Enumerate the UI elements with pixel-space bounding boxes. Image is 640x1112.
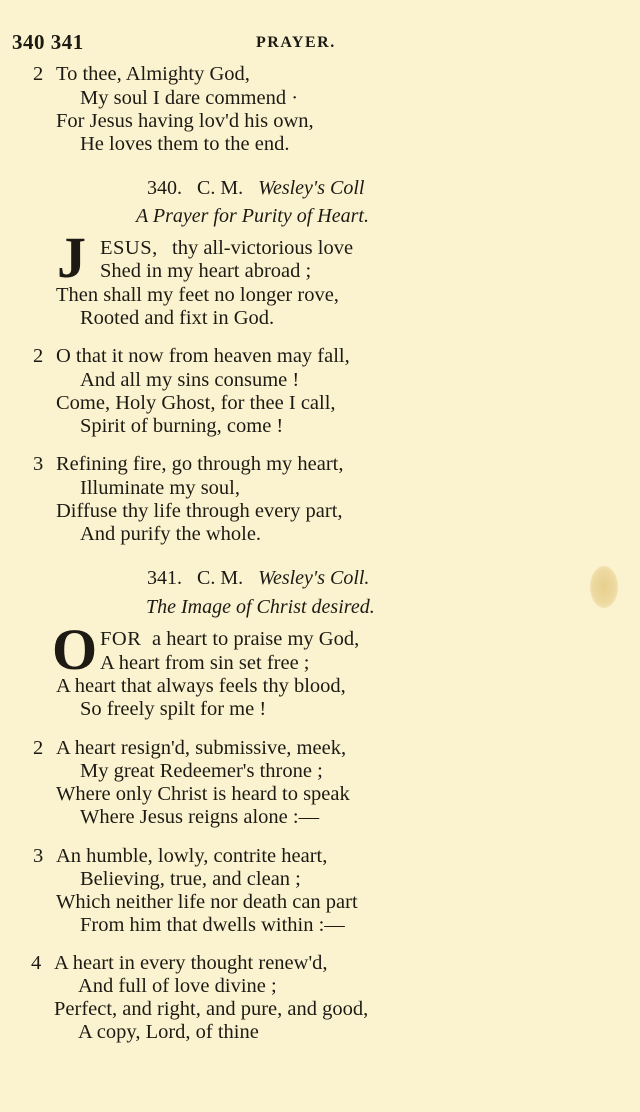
verse-line: Where only Christ is heard to speak [56,783,350,805]
verse-line: Refining fire, go through my heart, [56,453,344,475]
hymn-number: 340. [147,177,182,199]
verse-line: O that it now from heaven may fall, [56,345,350,367]
verse-line: A heart in every thought renew'd, [54,952,328,974]
verse-line: Shed in my heart abroad ; [100,260,312,282]
hymn-meter: C. M. [197,177,244,199]
verse-line: A heart from sin set free ; [100,652,310,674]
verse-line: And all my sins consume ! [80,369,300,391]
verse-line: A heart that always feels thy blood, [56,675,346,697]
verse-line: Illuminate my soul, [80,477,240,499]
hymn-subtitle-340: A Prayer for Purity of Heart. [136,205,369,227]
verse-line: And purify the whole. [80,523,262,545]
verse-number: 4 [31,952,42,974]
verse-line: Where Jesus reigns alone :— [80,806,320,828]
verse-number: 2 [33,63,44,85]
verse-line: A copy, Lord, of thine [78,1021,259,1043]
hymn-heading-341 [147,566,369,590]
verse-line: Come, Holy Ghost, for thee I call, [56,392,336,414]
verse-line: So freely spilt for me ! [80,698,267,720]
verse-line: Spirit of burning, come ! [80,415,284,437]
verse-line: Diffuse thy life through every part, [56,500,343,522]
drop-cap-letter: O [52,617,98,682]
verse-line: Believing, true, and clean ; [80,868,301,890]
verse-line: An humble, lowly, contrite heart, [56,845,328,867]
hymn-tune-source: Wesley's Coll. [258,567,370,589]
hymn-number: 341. [147,567,182,589]
hymn-meter: C. M. [197,567,244,589]
verse-line: For Jesus having lov'd his own, [56,110,314,132]
verse-line: From him that dwells within :— [80,914,345,936]
verse-number: 3 [33,453,44,475]
verse-line: Which neither life nor death can part [56,891,358,913]
verse-line: Then shall my feet no longer rove, [56,284,339,306]
paper-stain [590,566,618,608]
verse-line: To thee, Almighty God, [56,63,250,85]
verse-line: A heart resign'd, submissive, meek, [56,737,347,759]
verse-number: 2 [33,345,44,367]
verse-number: 3 [33,845,44,867]
hymn-subtitle-341: The Image of Christ desired. [146,596,375,618]
verse-line: My great Redeemer's throne ; [80,760,323,782]
hymn-heading-340 [147,176,364,200]
verse-line: My soul I dare commend · [80,87,299,109]
verse-line: thy all-victorious love [172,237,354,259]
verse-line: Perfect, and right, and pure, and good, [54,998,369,1020]
verse-line: And full of love divine ; [78,975,277,997]
page-numbers: 340 341 [12,30,84,54]
first-word: FOR [100,628,142,650]
running-title: PRAYER. [256,34,336,51]
verse-line: Rooted and fixt in God. [80,307,275,329]
verse-line: He loves them to the end. [80,133,290,155]
hymn-tune-source: Wesley's Coll [258,177,365,199]
verse-number: 2 [33,737,44,759]
verse-line: a heart to praise my God, [152,628,360,650]
first-word: ESUS, [100,237,158,259]
drop-cap-letter: J [57,225,86,290]
